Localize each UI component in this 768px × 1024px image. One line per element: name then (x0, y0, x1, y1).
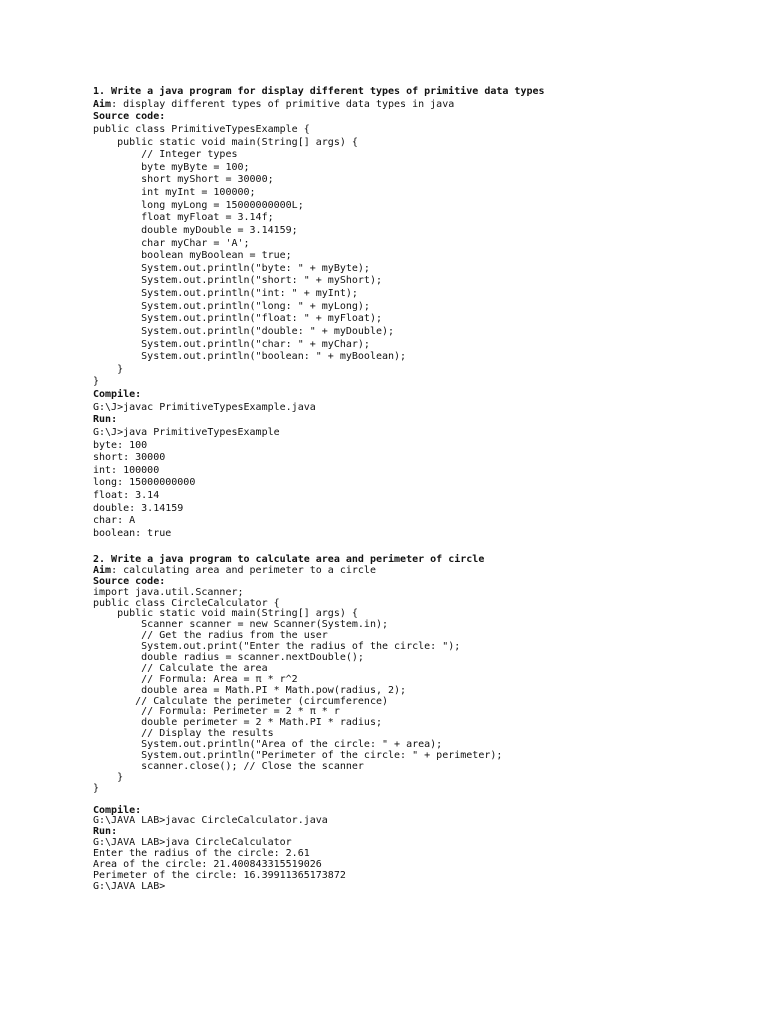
code-line: boolean myBoolean = true; (93, 250, 292, 262)
source-code-colon: : (159, 111, 166, 123)
code-line: Scanner scanner = new Scanner(System.in); (93, 619, 389, 631)
aim-text: : display different types of primitive data types in java (111, 98, 455, 110)
compile-colon: : (135, 804, 142, 816)
code-line: System.out.println("boolean: " + myBoolean); (93, 351, 407, 363)
code-block (93, 588, 502, 795)
output-line: G:\J>java PrimitiveTypesExample (93, 426, 280, 438)
code-line: System.out.println("float: " + myFloat); (93, 313, 382, 325)
code-line: System.out.println("double: " + myDouble); (93, 325, 395, 337)
code-line: } (93, 782, 100, 794)
source-code-label-line (93, 111, 545, 124)
spacer (93, 795, 502, 806)
run-output-block (93, 427, 545, 541)
run-colon: : (111, 826, 118, 838)
output-line: G:\JAVA LAB> (93, 880, 166, 892)
output-line: Perimeter of the circle: 16.39911365173872 (93, 869, 346, 881)
aim-line (93, 99, 545, 112)
code-block (93, 124, 545, 389)
code-line: // Display the results (93, 728, 274, 740)
code-line: public class CircleCalculator { (93, 597, 280, 609)
section-heading: 2. Write a java program to calculate area and perimeter of circle (93, 554, 485, 565)
code-line: System.out.print("Enter the radius of the circle: "); (93, 641, 461, 653)
code-line: System.out.println("int: " + myInt); (93, 288, 358, 299)
output-line: double: 3.14159 (93, 502, 184, 514)
output-line: G:\JAVA LAB>java CircleCalculator (93, 837, 292, 849)
aim-label: Aim (93, 98, 112, 110)
code-line: // Integer types (93, 149, 238, 161)
compile-label: Compile (93, 804, 136, 816)
code-line: short myShort = 30000; (93, 174, 274, 186)
output-line: Enter the radius of the circle: 2.61 (93, 848, 310, 860)
compile-command: G:\J>javac PrimitiveTypesExample.java (93, 401, 316, 413)
code-line: System.out.println("long: " + myLong); (93, 300, 370, 312)
code-line: double radius = scanner.nextDouble(); (93, 652, 364, 664)
compile-label-line (93, 389, 545, 402)
compile-colon: : (135, 389, 142, 400)
code-line: System.out.println("Perimeter of the circle: " + perimeter); (93, 750, 503, 762)
code-line: } (93, 363, 124, 375)
code-line: double myDouble = 3.14159; (93, 224, 298, 236)
aim-label: Aim (93, 564, 112, 576)
output-line: boolean: true (93, 527, 172, 539)
source-code-label: Source code (93, 111, 160, 123)
code-line: int myInt = 100000; (93, 187, 256, 198)
code-line: char myChar = 'A'; (93, 237, 250, 249)
code-line: public class PrimitiveTypesExample { (93, 123, 310, 135)
code-line: long myLong = 15000000000L; (93, 199, 304, 211)
code-line: // Calculate the perimeter (circumference) (93, 695, 389, 707)
output-line: int: 100000 (93, 464, 160, 476)
run-label: Run (93, 414, 112, 426)
code-line: import java.util.Scanner; (93, 586, 244, 598)
run-label: Run (93, 826, 112, 838)
output-line: char: A (93, 515, 136, 527)
run-label-line (93, 414, 545, 427)
code-line: System.out.println("byte: " + myByte); (93, 262, 370, 274)
compile-command: G:\JAVA LAB>javac CircleCalculator.java (93, 815, 328, 827)
code-line: scanner.close(); // Close the scanner (93, 760, 364, 772)
code-line: System.out.println("char: " + myChar); (93, 338, 370, 350)
code-line: } (93, 376, 100, 388)
code-line: byte myByte = 100; (93, 161, 250, 173)
code-line: } (93, 771, 124, 783)
output-line: short: 30000 (93, 452, 166, 464)
code-line: double perimeter = 2 * Math.PI * radius; (93, 717, 382, 729)
compile-label: Compile (93, 389, 136, 400)
code-line: // Formula: Area = π * r^2 (93, 673, 298, 685)
code-line: public static void main(String[] args) { (93, 608, 358, 620)
section-primitive-types (93, 86, 545, 541)
aim-text: : calculating area and perimeter to a circle (111, 564, 376, 576)
code-line: // Get the radius from the user (93, 630, 328, 642)
section-heading: 1. Write a java program for display different types of primitive data types (93, 86, 545, 97)
source-code-colon: : (159, 575, 166, 587)
output-line: Area of the circle: 21.400843315519026 (93, 859, 322, 871)
source-code-label: Source code (93, 575, 160, 587)
code-line: System.out.println("Area of the circle: " + area); (93, 739, 443, 751)
code-line: float myFloat = 3.14f; (93, 212, 274, 224)
code-line: System.out.println("short: " + myShort); (93, 275, 382, 287)
code-line: // Formula: Perimeter = 2 * π * r (93, 706, 340, 718)
code-line: public static void main(String[] args) { (93, 136, 358, 148)
code-line: double area = Math.PI * Math.pow(radius, 2); (93, 684, 407, 696)
run-output-block (93, 838, 502, 892)
run-colon: : (111, 414, 118, 426)
section-circle-calculator (93, 555, 502, 893)
code-line: // Calculate the area (93, 662, 268, 674)
output-line: byte: 100 (93, 439, 148, 451)
output-line: float: 3.14 (93, 490, 160, 501)
output-line: long: 15000000000 (93, 477, 196, 489)
